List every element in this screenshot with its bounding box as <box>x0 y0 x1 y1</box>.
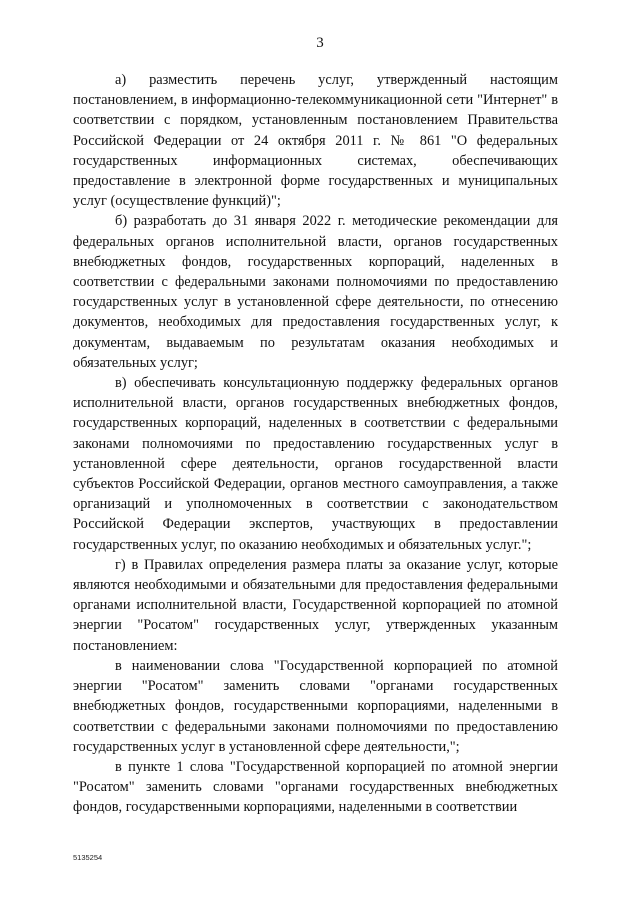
paragraph-item-1-amendment: в пункте 1 слова "Государственной корпорацией по атомной энергии "Росатом" заменить словами "органами государственных внебюджетных фондов, государственными корпорациями, наделенными в соответствии <box>73 758 558 816</box>
paragraph-a: а) разместить перечень услуг, утвержденный настоящим постановлением, в информационно-телекоммуникационной сети "Интернет" в соответствии с порядком, установленным постановлением Правительства Российской Федерации от 24 октября 2011 г. № 861 "О федеральных государственных информационных системах, обеспечивающих предоставление в электронной форме государственных и муниципальных услуг (осуществление функций)"; <box>73 72 558 210</box>
paragraph-title-amendment: в наименовании слова "Государственной корпорацией по атомной энергии "Росатом" заменить словами "органами государственных внебюджетных фондов, государственными корпорациями, наделенными в соответствии с федеральными законами полномочиями по предоставлению государственных услуг в установленной сфере деятельности,"; <box>73 657 558 755</box>
page-number: 3 <box>316 35 324 51</box>
paragraph-g: г) в Правилах определения размера платы за оказание услуг, которые являются необходимыми и обязательными для предоставления федеральными органами исполнительной власти, Государственной корпорацией по атомной энергии "Росатом" государственных услуг, утвержденных указанным постановлением: <box>73 556 558 654</box>
paragraph-v: в) обеспечивать консультационную поддержку федеральных органов исполнительной власти, органов государственных внебюджетных фондов, государственных корпораций, наделенных в соответствии с федеральными законами полномочиями по предоставлению государственных услуг в установленной сфере деятельности, органов государственной власти субъектов Российской Федерации, органов местного самоуправления, а также организаций и уполномоченных в соответствии с законодательством Российской Федерации экспертов, участвующих в предоставлении государственных услуг, по оказанию необходимых и обязательных услуг."; <box>73 375 558 553</box>
paragraph-b: б) разработать до 31 января 2022 г. методические рекомендации для федеральных органов исполнительной власти, органов государственных внебюджетных фондов, государственных корпораций, наделенных в соответствии с федеральными законами полномочиями по предоставлению государственных услуг в установленной сфере деятельности, по отнесению документов, необходимых для предоставления государственных услуг, к документам, выдаваемым по результатам оказания необходимых и обязательных услуг; <box>73 213 558 371</box>
document-body <box>73 70 558 818</box>
document-code: 5135254 <box>73 853 103 862</box>
